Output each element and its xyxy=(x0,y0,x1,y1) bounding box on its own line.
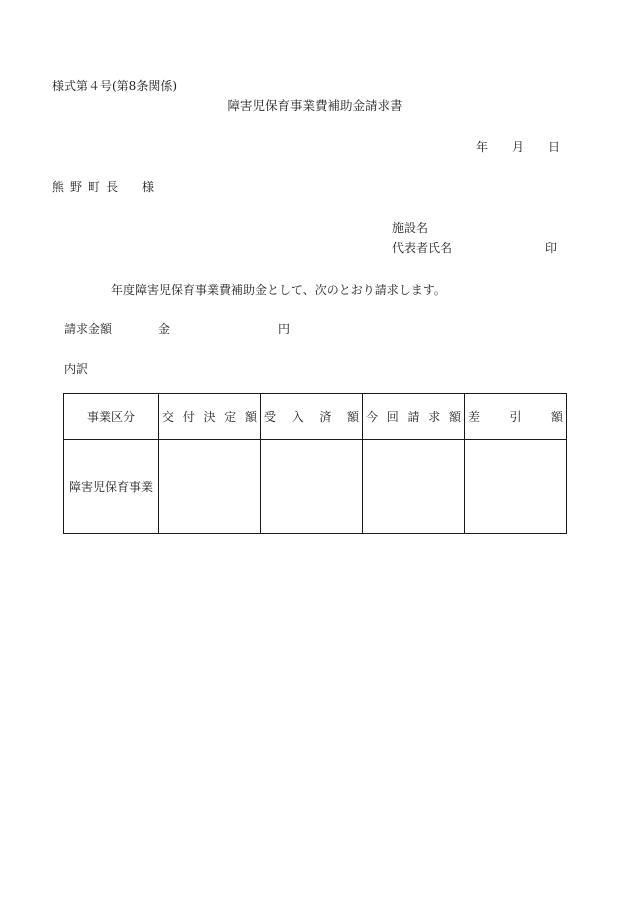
header-label: 交 付 決 定 額 xyxy=(162,410,257,424)
breakdown-table xyxy=(63,393,567,534)
facility-name-label: 施設名 xyxy=(392,221,429,235)
amount-prefix: 金 xyxy=(158,322,171,336)
table-row xyxy=(64,440,567,534)
header-received-amount xyxy=(261,394,363,440)
date-month-label: 月 xyxy=(512,140,525,154)
date-day-label: 日 xyxy=(548,140,561,154)
row-category: 障害児保育事業 xyxy=(64,440,159,534)
request-statement: 年度障害児保育事業費補助金として、次のとおり請求します。 xyxy=(111,283,446,297)
table-header-row xyxy=(64,394,567,440)
amount-suffix: 円 xyxy=(278,322,291,336)
header-label: 今 回 請 求 額 xyxy=(366,410,461,424)
date-line xyxy=(476,141,560,153)
row-received-amount[interactable] xyxy=(261,440,363,534)
header-difference xyxy=(465,394,567,440)
row-current-request[interactable] xyxy=(363,440,465,534)
header-granted-amount xyxy=(159,394,261,440)
row-difference[interactable] xyxy=(465,440,567,534)
row-granted-amount[interactable] xyxy=(159,440,261,534)
header-category: 事業区分 xyxy=(64,394,159,440)
form-number: 様式第４号(第8条関係) xyxy=(52,79,177,93)
header-label: 差 引 額 xyxy=(468,410,563,424)
addressee: 熊野町長 様 xyxy=(52,180,161,194)
document-title: 障害児保育事業費補助金請求書 xyxy=(227,98,403,113)
header-current-request xyxy=(363,394,465,440)
header-label: 受 入 済 額 xyxy=(264,410,359,424)
breakdown-label: 内訳 xyxy=(64,362,89,376)
representative-name-label: 代表者氏名 xyxy=(392,241,453,255)
seal-mark: 印 xyxy=(545,241,558,255)
request-amount-label: 請求金額 xyxy=(64,322,113,336)
date-year-label: 年 xyxy=(476,140,489,154)
